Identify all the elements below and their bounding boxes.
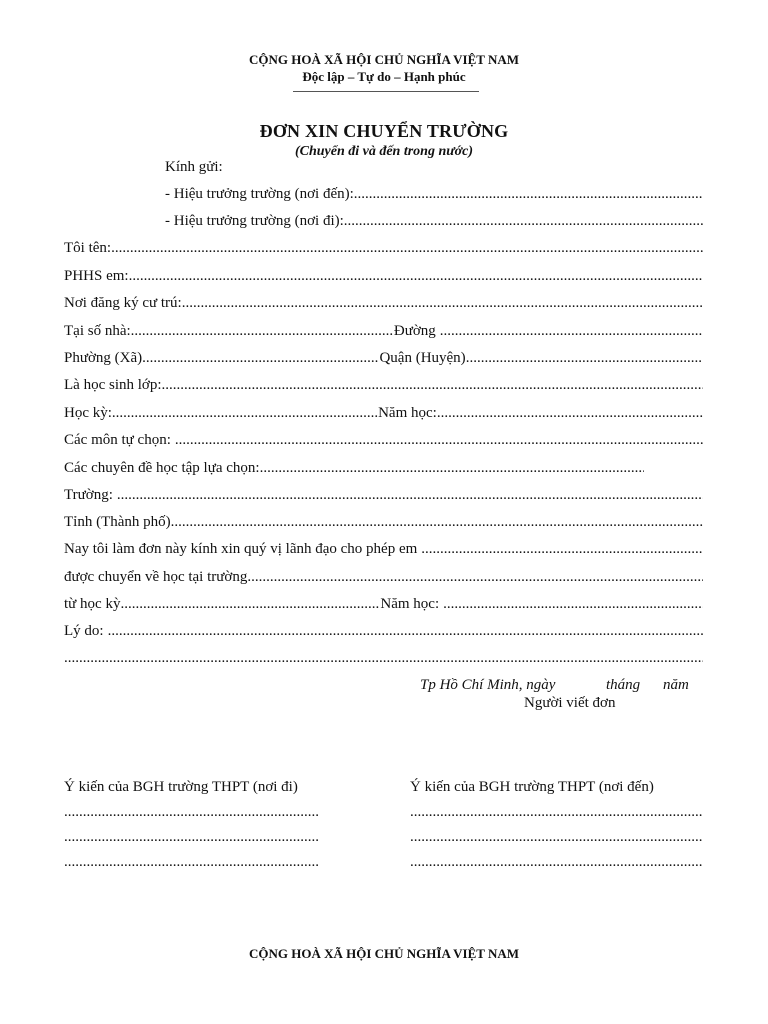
district-label: Quận (Huyện) [379,350,466,366]
electives-label: Các môn tự chọn: [64,432,171,448]
name-label: Tôi tên: [64,240,112,256]
opinion-destination-line[interactable] [410,829,703,846]
request-line-1[interactable] [64,541,703,558]
request-text-1: Nay tôi làm đơn này kính xin quý vị lãnh đạo cho phép em [64,541,418,557]
dotted-line [64,650,703,667]
dotted-line [162,377,704,394]
opinion-origin-line[interactable] [64,854,320,871]
reason-continuation-field[interactable] [64,650,703,667]
dotted-line [175,432,703,449]
dotted-line [64,829,320,846]
national-motto: Độc lập – Tự do – Hạnh phúc [302,69,466,84]
class-label: Là học sinh lớp: [64,377,162,393]
house-number-label: Tại số nhà: [64,323,131,339]
signature-year: năm [663,677,689,693]
school-year-label: Năm học: [378,405,437,421]
house-number-input[interactable] [131,323,394,340]
semester-year-row [64,405,703,422]
reason-field[interactable] [64,623,703,640]
form-title: ĐƠN XIN CHUYỂN TRƯỜNG [259,121,509,141]
motto-underline [293,91,479,92]
street-input[interactable] [440,323,703,340]
footer-national-title: CỘNG HOÀ XÃ HỘI CHỦ NGHĨA VIỆT NAM [248,946,520,961]
semester-label: Học kỳ: [64,405,112,421]
dotted-line [108,623,703,640]
dotted-line [410,854,703,871]
school-year-2-input[interactable] [443,596,703,613]
signature-place-date: Tp Hồ Chí Minh, ngày [420,677,556,693]
school-year-input[interactable] [437,405,703,422]
dotted-line [117,487,703,504]
opinion-destination-line[interactable] [410,804,703,821]
name-field[interactable] [64,240,703,257]
dotted-line [260,460,644,477]
dotted-line [421,541,703,558]
parent-label: PHHS em: [64,268,129,284]
recipient-destination-label: - Hiệu trưởng trường (nơi đến): [165,186,354,202]
dotted-line [64,804,320,821]
national-title: CỘNG HOÀ XÃ HỘI CHỦ NGHĨA VIỆT NAM [248,52,520,67]
school-field[interactable] [64,487,703,504]
dotted-line [129,268,703,285]
opinion-origin-line[interactable] [64,804,320,821]
school-label: Trường: [64,487,113,503]
opinion-destination-line[interactable] [410,854,703,871]
province-label: Tỉnh (Thành phố) [64,514,171,530]
topics-label: Các chuyên đề học tập lựa chọn: [64,460,260,476]
request-text-2: được chuyển về học tại trường [64,569,248,585]
signer-label: Người viết đơn [524,695,616,711]
parent-field[interactable] [64,268,703,285]
recipient-origin-label: - Hiệu trưởng trường (nơi đi): [165,213,344,229]
dotted-line [247,569,703,586]
form-subtitle: (Chuyển đi và đến trong nước) [294,144,474,159]
dotted-line [182,295,703,312]
residence-field[interactable] [64,295,703,312]
address-row [64,323,703,340]
street-label: Đường [393,323,436,339]
opinion-destination-title: Ý kiến của BGH trường THPT (nơi đến) [410,779,654,795]
request-line-2[interactable] [64,569,703,586]
ward-label: Phường (Xã) [64,350,143,366]
from-semester-row [64,596,703,613]
class-field[interactable] [64,377,703,394]
reason-label: Lý do: [64,623,104,639]
recipient-origin-field[interactable] [165,213,703,230]
opinion-origin-title: Ý kiến của BGH trường THPT (nơi đi) [64,779,298,795]
signature-month: tháng [606,677,641,693]
school-year-2-label: Năm học: [380,596,440,612]
from-semester-label: từ học kỳ [64,596,121,612]
province-field[interactable] [64,514,703,531]
dotted-line [410,804,703,821]
dotted-line [344,213,703,230]
electives-field[interactable] [64,432,703,449]
opinion-origin-line[interactable] [64,829,320,846]
residence-label: Nơi đăng ký cư trú: [64,295,182,311]
topics-field[interactable] [64,460,644,477]
greeting-label: Kính gửi: [165,159,223,175]
dotted-line [64,854,320,871]
dotted-line [410,829,703,846]
dotted-line [111,240,703,257]
semester-input[interactable] [112,405,378,422]
recipient-destination-field[interactable] [165,186,703,203]
ward-district-row [64,350,703,367]
district-input[interactable] [466,350,703,367]
dotted-line [171,514,703,531]
from-semester-input[interactable] [120,596,380,613]
dotted-line [354,186,703,203]
ward-input[interactable] [142,350,379,367]
